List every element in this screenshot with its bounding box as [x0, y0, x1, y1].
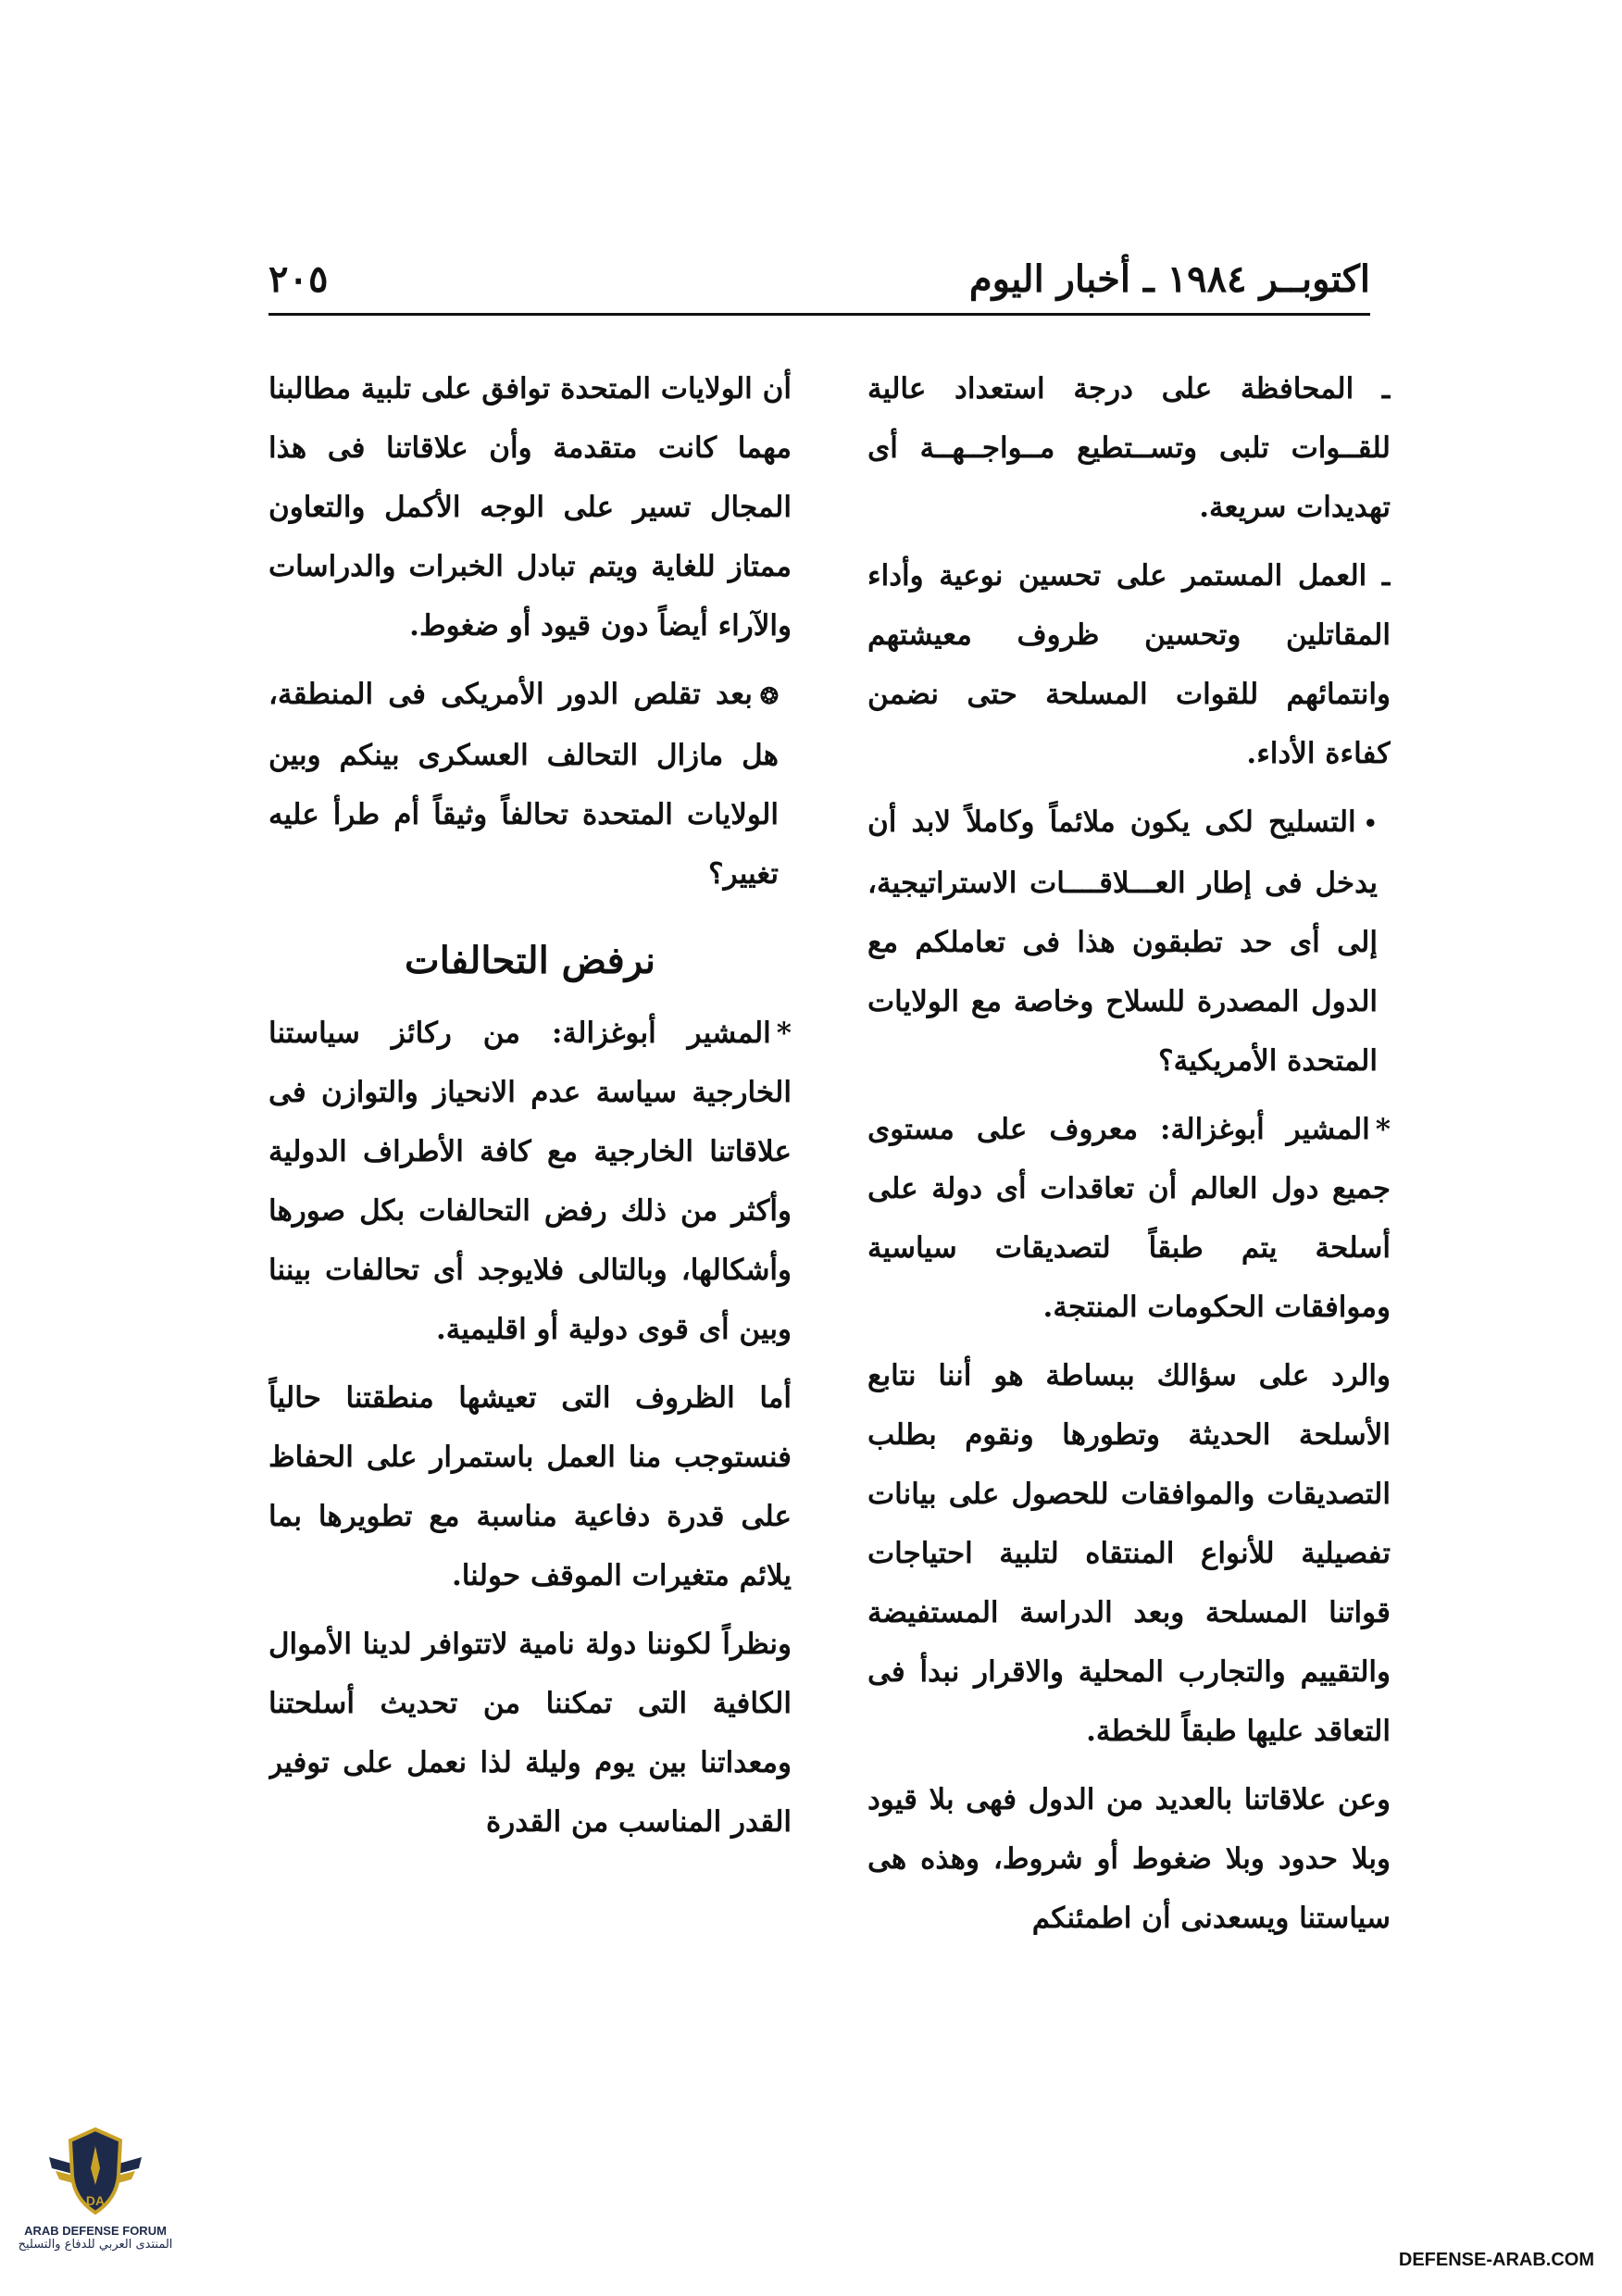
question-text: بعد تقلص الدور الأمريكى فى المنطقة، هل مازال التحالف العسكرى بينكم وبين الولايات المتحدة تحالفاً وثيقاً أم طرأ عليه تغيير؟: [268, 678, 779, 891]
header-rule: [268, 313, 1370, 316]
header-title: اكتوبــر ١٩٨٤ ـ أخبار اليوم: [968, 257, 1370, 301]
shield-wings-icon: [44, 2120, 146, 2222]
logo-name-en: ARAB DEFENSE FORUM: [24, 2224, 167, 2238]
paragraph: ونظراً لكوننا دولة نامية لاتتوافر لدينا الأموال الكافية التى تمكننا من تحديث أسلحتنا ومعداتنا بين يوم وليلة لذا نعمل على توفير القدر المناسب من القدرة: [268, 1628, 792, 1839]
interview-question: [867, 792, 1391, 1091]
page-header: [268, 252, 1370, 307]
right-column: [867, 359, 1391, 2109]
page-number: ٢٠٥: [268, 257, 329, 301]
interview-answer: [867, 1100, 1391, 1337]
paragraph: ـ المحافظة على درجة استعداد عالية للقــوات تلبى وتســتطيع مــواجــهــة أى تهديدات سريعة.: [867, 372, 1391, 524]
star-icon: *: [1375, 1113, 1391, 1146]
question-text: التسليح لكى يكون ملائماً وكاملاً لابد أن يدخل فى إطار العـــلاقــــات الاستراتيجية، إلى أى حد تطبقون هذا فى تعاملكم مع الدول المصدرة للسلاح وخاصة مع الولايات المتحدة الأمريكية؟: [867, 805, 1378, 1078]
answer-text: المشير أبوغزالة: من ركائز سياستنا الخارجية سياسة عدم الانحياز والتوازن فى علاقاتنا الخارجية مع كافة الأطراف الدولية وأكثر من ذلك رفض التحالفات بكل صورها وأشكالها، وبالتالى فلايوجد أى تحالفات بيننا وبين أى قوى دولية أو اقليمية.: [268, 1017, 792, 1346]
interview-question: [268, 665, 792, 904]
paragraph: أما الظروف التى تعيشها منطقتنا حالياً فنستوجب منا العمل باستمرار على الحفاظ على قدرة دفاعية مناسبة مع تطويرها بما يلائم متغيرات الموقف حولنا.: [268, 1381, 792, 1592]
bullet-icon: •: [1363, 810, 1378, 837]
paragraph: وعن علاقاتنا بالعديد من الدول فهى بلا قيود وبلا حدود وبلا ضغوط أو شروط، وهذه هى سياستنا ويسعدنى أن اطمئنكم: [867, 1783, 1391, 1935]
site-watermark[interactable]: DEFENSE-ARAB.COM: [1398, 2250, 1594, 2270]
forum-logo: [17, 2120, 174, 2277]
logo-name-ar: المنتدى العربي للدفاع والتسليح: [18, 2238, 173, 2252]
left-column: [268, 359, 792, 2109]
flower-bullet-icon: ❂: [759, 682, 779, 709]
star-icon: *: [776, 1017, 792, 1050]
paragraph: والرد على سؤالك ببساطة هو أننا نتابع الأسلحة الحديثة وتطورها ونقوم بطلب التصديقات والموافقات للحصول على بيانات تفصيلية للأنواع المنتقاه لتلبية احتياجات قواتنا المسلحة وبعد الدراسة المستفيضة والتقييم والتجارب المحلية والاقرار نبدأ فى التعاقد عليها طبقاً للخطة.: [867, 1359, 1391, 1748]
paragraph: ـ العمل المستمر على تحسين نوعية وأداء المقاتلين وتحسين ظروف معيشتهم وانتمائهم للقوات المسلحة حتى نضمن كفاءة الأداء.: [867, 559, 1391, 770]
interview-answer: [268, 1004, 792, 1359]
logo-letters: DA: [85, 2193, 106, 2208]
section-heading: نرفض التحالفات: [405, 939, 655, 982]
answer-text: المشير أبوغزالة: معروف على مستوى جميع دول العالم أن تعاقدات أى دولة على أسلحة يتم طبقاً لتصديقات سياسية وموافقات الحكومات المنتجة.: [867, 1113, 1391, 1324]
paragraph: أن الولايات المتحدة توافق على تلبية مطالبنا مهما كانت متقدمة وأن علاقاتنا فى هذا المجال تسير على الوجه الأكمل والتعاون ممتاز للغاية ويتم تبادل الخبرات والدراسات والآراء أيضاً دون قيود أو ضغوط.: [268, 372, 792, 643]
